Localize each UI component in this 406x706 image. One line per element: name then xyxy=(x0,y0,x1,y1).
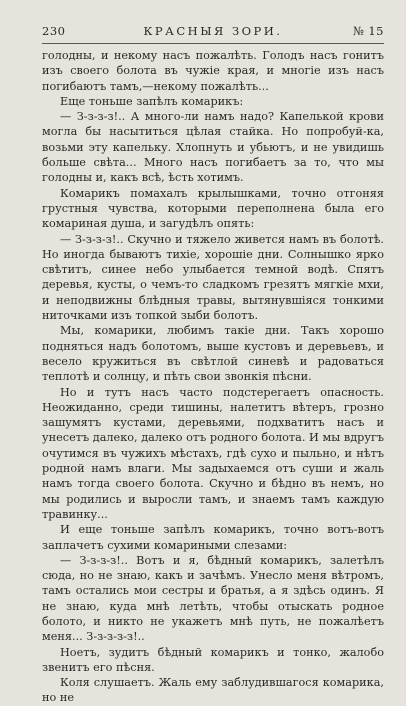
paragraph: Но и тутъ насъ часто подстерегаетъ опасность. Неожиданно, среди тишины, налетитъ вѣтеръ, грозно зашумятъ кустами, деревьями, подхватитъ насъ и унесетъ далеко, далеко отъ родного болота. И мы вдругъ очутимся въ чужихъ мѣстахъ, гдѣ сухо и пыльно, и нѣтъ родной намъ влаги. Мы задыхаемся отъ суши и жаль намъ тогда своего болота. Скучно и бѣдно въ немъ, но мы родились и выросли тамъ, и знаемъ тамъ каждую травинку... xyxy=(42,385,384,521)
paragraph: Коля слушаетъ. Жаль ему заблудившагося комарика, но не xyxy=(42,676,384,705)
body-text xyxy=(42,48,384,706)
issue-number: № 15 xyxy=(352,24,384,38)
paragraph: Еще тоньше запѣлъ комарикъ: xyxy=(60,94,244,108)
paragraph: — З-з-з-з!.. А много-ли намъ надо? Капелькой крови могла бы насытиться цѣлая стайка. Но попробуй-ка, возьми эту капельку. Хлопнуть и убьютъ, и не увидишь больше свѣта... Много насъ погибаетъ за то, что мы голодны и, какъ всѣ, ѣсть хотимъ. xyxy=(42,110,384,185)
paragraph: — З-з-з-з!.. Вотъ и я, бѣдный комарикъ, залетѣлъ сюда, но не знаю, какъ и зачѣмъ. Унесло меня вѣтромъ, тамъ остались мои сестры и братья, а я здѣсь одинъ. Я не знаю, куда мнѣ летѣть, чтобы отыскать родное болото, и никто не укажетъ мнѣ путь, не пожалѣетъ меня... З-з-з-з-з!.. xyxy=(42,553,384,644)
paragraph: И еще тоньше запѣлъ комарикъ, точно вотъ-вотъ заплачетъ сухими комариными слезами: xyxy=(42,523,384,552)
header-divider xyxy=(42,43,384,44)
paragraph: Комарикъ помахалъ крылышками, точно отгоняя грустныя чувства, которыми переполнена была его комариная душа, и загудѣлъ опять: xyxy=(42,186,384,231)
paragraph: голодны, и некому насъ пожалѣть. Голодъ насъ гонитъ изъ своего болота въ чужіе края, и многіе изъ насъ погибаютъ тамъ,—некому пожалѣть... xyxy=(42,49,384,93)
running-header xyxy=(42,24,384,40)
journal-title: КРАСНЫЯ ЗОРИ. xyxy=(143,24,283,38)
paragraph: Мы, комарики, любимъ такіе дни. Такъ хорошо подняться надъ болотомъ, выше кустовъ и деревьевъ, и весело кружиться въ свѣтлой синевѣ и радоваться теплотѣ и солнцу, и пѣть свои звонкія пѣсни. xyxy=(42,324,384,384)
paragraph: — З-з-з-з!.. Скучно и тяжело живется намъ въ болотѣ. Но иногда бываютъ тихіе, хорошіе дни. Солнышко ярко свѣтитъ, синее небо улыбается темной водѣ. Спятъ деревья, кусты, о чемъ-то сладкомъ грезятъ мягкіе мхи, и неподвижны блѣдныя травы, вытянувшіяся тонкими ниточками изъ топкой зыби болотъ. xyxy=(42,232,384,323)
page-number: 230 xyxy=(42,24,66,38)
paragraph: Ноетъ, зудитъ бѣдный комарикъ и тонко, жалобо звенитъ его пѣсня. xyxy=(42,645,384,674)
